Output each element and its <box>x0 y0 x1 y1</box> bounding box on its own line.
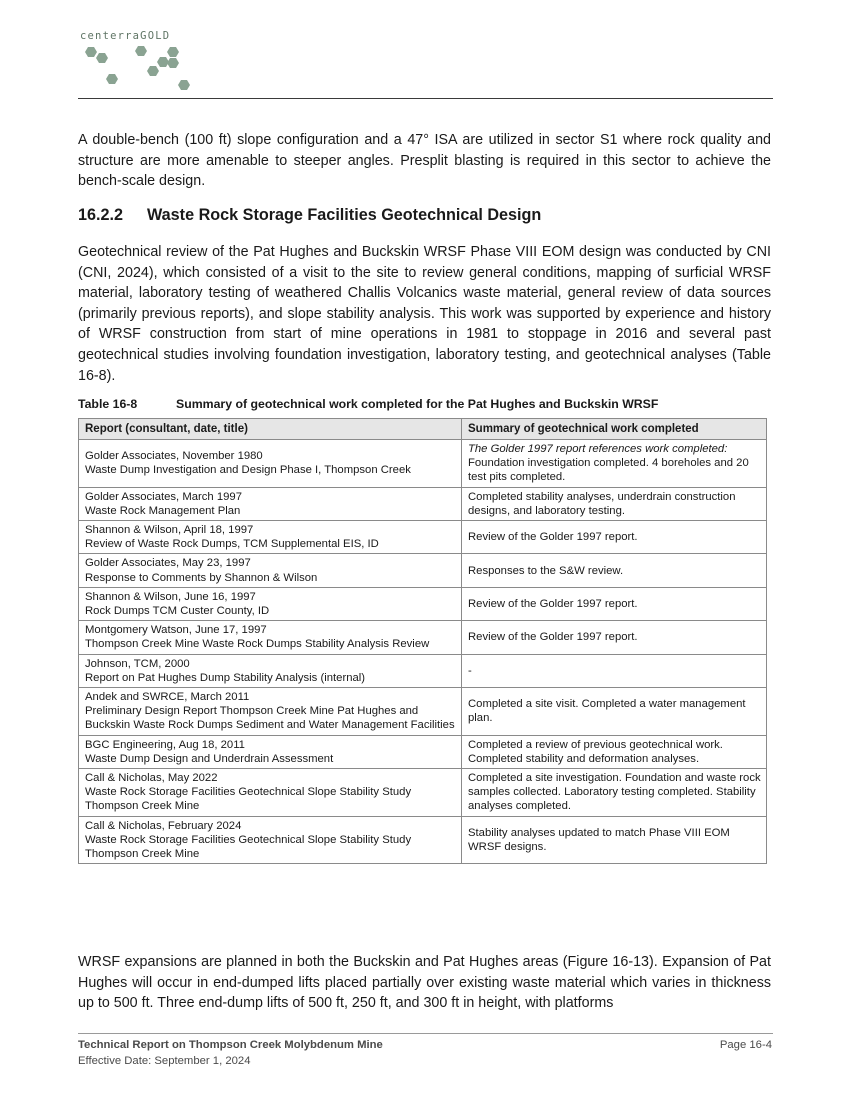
report-cell <box>79 816 462 864</box>
report-author-date: Montgomery Watson, June 17, 1997 <box>85 624 267 637</box>
report-author-date: Golder Associates, May 23, 1997 <box>85 557 251 570</box>
summary-cell <box>462 735 767 768</box>
summary-text: Review of the Golder 1997 report. <box>468 531 638 544</box>
report-title: Waste Rock Management Plan <box>85 504 241 517</box>
report-cell <box>79 487 462 520</box>
header-report: Report (consultant, date, title) <box>79 419 462 440</box>
table-row <box>79 688 767 736</box>
summary-text: Completed a site investigation. Foundation and waste rock samples collected. Laboratory testing completed. Stability analyses completed. <box>468 772 761 813</box>
summary-text: Foundation investigation completed. 4 boreholes and 20 test pits completed. <box>468 457 749 484</box>
report-cell <box>79 735 462 768</box>
logo-wordmark: centerraGOLD <box>80 30 171 42</box>
report-author-date: Shannon & Wilson, April 18, 1997 <box>85 524 254 537</box>
company-logo <box>80 30 210 94</box>
report-author-date: Golder Associates, March 1997 <box>85 490 242 503</box>
report-cell <box>79 621 462 654</box>
report-cell <box>79 654 462 687</box>
report-cell <box>79 769 462 817</box>
report-title: Waste Rock Storage Facilities Geotechnical Slope Stability Study Thompson Creek Mine <box>85 786 412 813</box>
report-author-date: Andek and SWRCE, March 2011 <box>85 691 250 704</box>
report-author-date: Shannon & Wilson, June 16, 1997 <box>85 590 256 603</box>
report-title: Report on Pat Hughes Dump Stability Analysis (internal) <box>85 671 366 684</box>
summary-cell <box>462 554 767 587</box>
summary-text: Completed a site visit. Completed a water management plan. <box>468 698 746 725</box>
report-cell <box>79 440 462 488</box>
summary-cell <box>462 487 767 520</box>
table-caption <box>78 397 658 411</box>
table-title: Summary of geotechnical work completed for the Pat Hughes and Buckskin WRSF <box>176 397 659 411</box>
summary-text: - <box>468 664 472 677</box>
section-paragraph: Geotechnical review of the Pat Hughes and Buckskin WRSF Phase VIII EOM design was conducted by CNI (CNI, 2024), which consisted of a visit to the site to review general conditions, mapping of surficial WRSF material, laboratory testing of weathered Challis Volcanics waste material, general review of data sources (primarily previous reports), and slope stability analysis. This work was supported by experience and history of WRSF construction from start of mine operations in 1981 to stoppage in 2016 and several past geotechnical studies involving foundation investigation, laboratory testing, and geotechnical analyses (Table 16-8). <box>78 244 771 384</box>
table-row <box>79 554 767 587</box>
table-row <box>79 440 767 488</box>
report-title: Waste Dump Investigation and Design Phase I, Thompson Creek <box>85 464 411 477</box>
report-title: Response to Comments by Shannon & Wilson <box>85 571 318 584</box>
table-row <box>79 769 767 817</box>
summary-cell <box>462 621 767 654</box>
report-author-date: Golder Associates, November 1980 <box>85 450 263 463</box>
summary-cell <box>462 769 767 817</box>
report-cell <box>79 587 462 620</box>
table-row <box>79 816 767 864</box>
summary-text: Responses to the S&W review. <box>468 564 624 577</box>
summary-text: Review of the Golder 1997 report. <box>468 597 638 610</box>
summary-cell <box>462 587 767 620</box>
report-author-date: Call & Nicholas, May 2022 <box>85 772 218 785</box>
footer-divider <box>78 1033 773 1034</box>
table-header-row <box>79 419 767 440</box>
intro-paragraph: A double-bench (100 ft) slope configuration and a 47° ISA are utilized in sector S1 where rock quality and structure are more amenable to steeper angles. Presplit blasting is required in this sector to achieve the bench-scale design. <box>78 132 771 190</box>
footer-report-title: Technical Report on Thompson Creek Molybdenum Mine <box>78 1039 383 1051</box>
report-title: Thompson Creek Mine Waste Rock Dumps Stability Analysis Review <box>85 638 430 651</box>
report-cell <box>79 554 462 587</box>
summary-cell <box>462 521 767 554</box>
report-author-date: BGC Engineering, Aug 18, 2011 <box>85 738 245 751</box>
report-title: Waste Dump Design and Underdrain Assessment <box>85 752 334 765</box>
table-row <box>79 587 767 620</box>
report-title: Review of Waste Rock Dumps, TCM Supplemental EIS, ID <box>85 538 379 551</box>
header-summary: Summary of geotechnical work completed <box>462 419 767 440</box>
geotechnical-work-table <box>78 418 767 864</box>
closing-paragraph: WRSF expansions are planned in both the Buckskin and Pat Hughes areas (Figure 16-13). Expansion of Pat Hughes will occur in end-dumped lifts placed partially over existing waste material which varies in thickness up to 500 ft. Three end-dump lifts of 500 ft, 250 ft, and 300 ft in height, with platforms <box>78 954 771 1012</box>
table-number: Table 16-8 <box>78 397 138 411</box>
section-title: Waste Rock Storage Facilities Geotechnical Design <box>147 206 542 224</box>
summary-cell <box>462 654 767 687</box>
footer-effective-date: Effective Date: September 1, 2024 <box>78 1055 251 1067</box>
report-title: Rock Dumps TCM Custer County, ID <box>85 605 270 618</box>
header-divider <box>78 98 773 99</box>
report-author-date: Call & Nicholas, February 2024 <box>85 819 242 832</box>
report-title: Waste Rock Storage Facilities Geotechnical Slope Stability Study Thompson Creek Mine <box>85 833 412 861</box>
table-row <box>79 735 767 768</box>
summary-text: Completed stability analyses, underdrain construction designs, and laboratory testing. <box>468 490 736 517</box>
table-row <box>79 654 767 687</box>
table-row <box>79 521 767 554</box>
summary-text: Stability analyses updated to match Phase VIII EOM WRSF designs. <box>468 826 730 853</box>
summary-text: Review of the Golder 1997 report. <box>468 631 638 644</box>
summary-cell <box>462 816 767 864</box>
section-number: 16.2.2 <box>78 206 124 224</box>
table-row <box>79 487 767 520</box>
report-cell <box>79 521 462 554</box>
report-title: Preliminary Design Report Thompson Creek Mine Pat Hughes and Buckskin Waste Rock Dumps Sediment and Water Management Facilities <box>85 705 455 732</box>
table-body <box>79 440 767 864</box>
report-author-date: Johnson, TCM, 2000 <box>85 657 190 670</box>
summary-text: Completed a review of previous geotechnical work. Completed stability and deformation analyses. <box>468 738 723 765</box>
hexagon-cluster-icon <box>80 44 200 94</box>
table-row <box>79 621 767 654</box>
footer-page-number: Page 16-4 <box>719 1039 772 1051</box>
summary-note: The Golder 1997 report references work completed: <box>468 443 728 455</box>
summary-cell <box>462 440 767 488</box>
section-heading <box>78 206 541 225</box>
report-cell <box>79 688 462 736</box>
summary-cell <box>462 688 767 736</box>
